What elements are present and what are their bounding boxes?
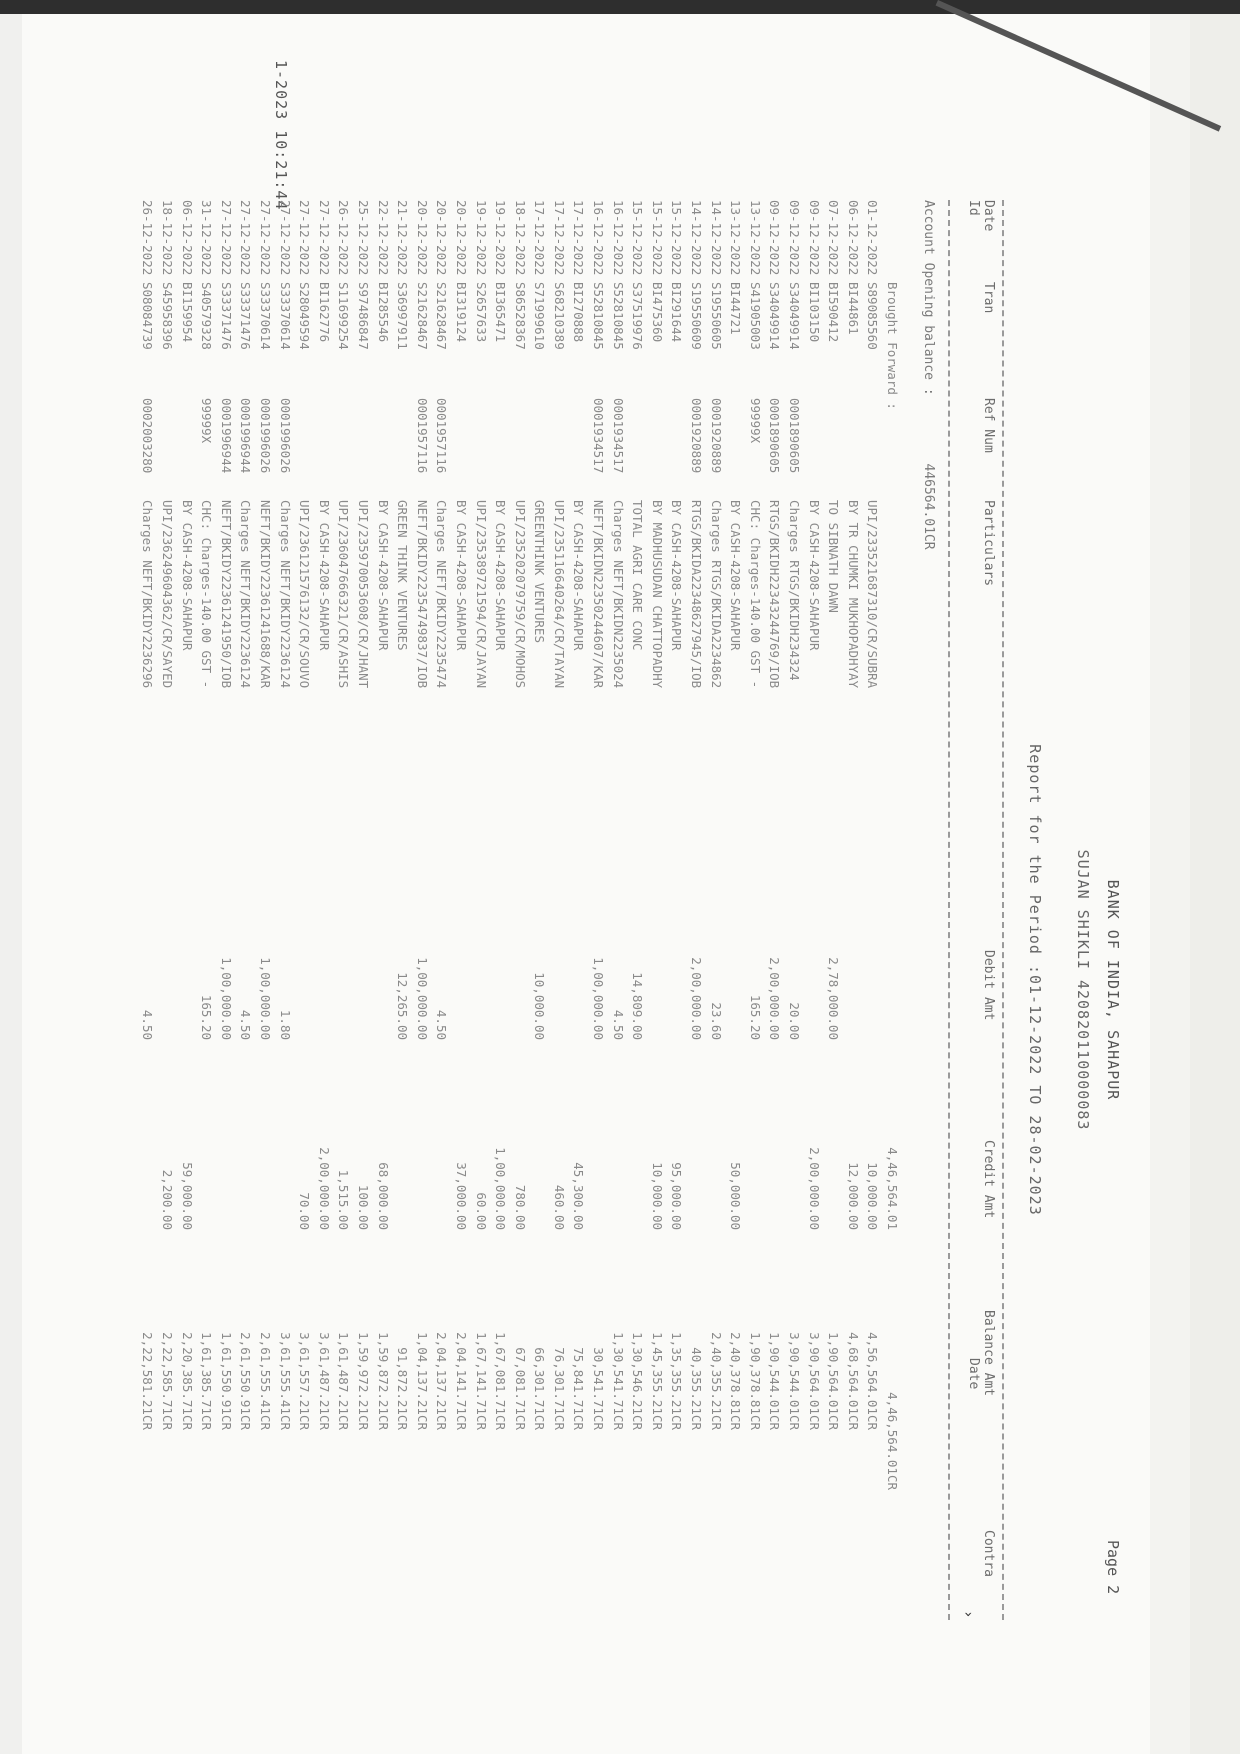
row-tran-id: S36997911 <box>395 282 411 350</box>
row-tran-id: S89085560 <box>865 282 881 350</box>
row-tran-id: S33371476 <box>238 282 254 350</box>
table-row <box>841 200 861 1650</box>
row-date: 18-12-2022 <box>512 200 528 276</box>
row-date: 07-12-2022 <box>826 200 842 276</box>
table-row <box>195 200 215 1650</box>
row-tran-id: S28049594 <box>297 282 313 350</box>
row-balance: 1,61,550.91CR <box>218 1332 234 1430</box>
table-row <box>567 200 587 1650</box>
row-tran-id: BI270888 <box>571 282 587 343</box>
row-particulars: Charges RTGS/BKIDA2234862 <box>708 500 724 689</box>
row-credit: 50,000.00 <box>728 1162 744 1230</box>
row-tran-id: S11699254 <box>336 282 352 350</box>
row-date: 25-12-2022 <box>355 200 371 276</box>
row-tran-id: BI44861 <box>845 282 861 335</box>
tick-mark: › <box>960 1610 976 1619</box>
row-particulars: RTGS/BKIDH22343244769/IOB <box>767 500 783 689</box>
row-ref-num: 0001934517 <box>610 398 626 474</box>
row-credit: 68,000.00 <box>375 1162 391 1230</box>
row-date: 27-12-2022 <box>297 200 313 276</box>
table-row <box>312 200 332 1650</box>
row-tran-id: S19550609 <box>689 282 705 350</box>
brought-forward-balance: 4,46,564.01CR <box>885 1392 900 1490</box>
row-balance: 3,90,544.01CR <box>787 1332 803 1430</box>
row-balance: 1,67,141.71CR <box>473 1332 489 1430</box>
row-date: 27-12-2022 <box>238 200 254 276</box>
table-row <box>273 200 293 1650</box>
row-particulars: BY CASH-4208-SAHAPUR <box>728 500 744 651</box>
row-tran-id: S33370614 <box>277 282 293 350</box>
row-ref-num: 0001957116 <box>434 398 450 474</box>
bank-name: BANK OF INDIA, SAHAPUR <box>1104 879 1122 1101</box>
row-credit: 460.00 <box>551 1184 567 1230</box>
row-credit: 95,000.00 <box>669 1162 685 1230</box>
row-tran-id: S33370614 <box>258 282 273 350</box>
scan-top-edge <box>0 0 1240 14</box>
row-balance: 1,59,972.21CR <box>355 1332 371 1430</box>
row-particulars: NEFT/BKIDY22361241688/KAR <box>258 500 273 689</box>
print-timestamp: 1-2023 10:21:44 <box>272 60 290 211</box>
row-particulars: UPI/236121576132/CR/SOUVO <box>297 500 313 689</box>
row-date: 21-12-2022 <box>395 200 411 276</box>
row-debit: 165.20 <box>747 994 763 1040</box>
row-date: 27-12-2022 <box>316 200 332 276</box>
row-date: 22-12-2022 <box>375 200 391 276</box>
row-balance: 67,081.71CR <box>512 1347 528 1430</box>
row-credit: 12,000.00 <box>845 1162 861 1230</box>
row-particulars: BY CASH-4208-SAHAPUR <box>806 500 822 651</box>
row-date: 19-12-2022 <box>473 200 489 276</box>
row-ref-num: 0001920889 <box>689 398 705 474</box>
row-tran-id: S21628467 <box>434 282 450 350</box>
row-date: 13-12-2022 <box>747 200 763 276</box>
row-credit: 1,00,000.00 <box>493 1147 509 1230</box>
table-row <box>234 200 254 1650</box>
account-holder: SUJAN SHIKLI 420820110000083 <box>1074 849 1092 1131</box>
row-date: 09-12-2022 <box>767 200 783 276</box>
row-balance: 2,04,137.21CR <box>434 1332 450 1430</box>
table-row <box>175 200 195 1650</box>
row-particulars: UPI/235202079759/CR/MOHOS <box>512 500 528 689</box>
table-row <box>822 200 842 1650</box>
row-credit: 45,300.00 <box>571 1162 587 1230</box>
row-balance: 66,301.71CR <box>532 1347 548 1430</box>
row-balance: 4,56,564.01CR <box>865 1332 881 1430</box>
col-debit: Debit Amt <box>981 950 996 1021</box>
row-date: 15-12-2022 <box>649 200 665 276</box>
row-tran-id: BI285546 <box>375 282 391 343</box>
row-ref-num: 0002003280 <box>140 398 156 474</box>
row-date: 09-12-2022 <box>787 200 803 276</box>
row-date: 09-12-2022 <box>806 200 822 276</box>
table-row <box>606 200 626 1650</box>
row-date: 26-12-2022 <box>336 200 352 276</box>
row-balance: 2,61,555.41CR <box>258 1332 273 1430</box>
row-particulars: UPI/236047666321/CR/ASHIS <box>336 500 352 689</box>
row-credit: 1,515.00 <box>336 1169 352 1230</box>
row-date: 06-12-2022 <box>179 200 195 276</box>
row-tran-id: S41905003 <box>747 282 763 350</box>
row-balance: 1,45,355.21CR <box>649 1332 665 1430</box>
row-balance: 2,61,550.91CR <box>238 1332 254 1430</box>
row-debit: 14,809.00 <box>630 972 646 1040</box>
row-tran-id: S19550605 <box>708 282 724 350</box>
row-debit: 1,00,000.00 <box>218 957 234 1040</box>
row-credit: 37,000.00 <box>453 1162 469 1230</box>
row-tran-id: BI44721 <box>728 282 744 335</box>
row-tran-id: S97486847 <box>355 282 371 350</box>
row-balance: 1,90,564.01CR <box>826 1332 842 1430</box>
row-particulars: NEFT/BKIDN22350244607/KAR <box>591 500 607 689</box>
row-particulars: UPI/233521687310/CR/SUBRA <box>865 500 881 689</box>
row-particulars: CHC: Charges-140.00 GST - <box>747 500 763 689</box>
row-balance: 1,04,137.21CR <box>414 1332 430 1430</box>
row-balance: 3,90,564.01CR <box>806 1332 822 1430</box>
row-particulars: Charges RTGS/BKIDH234324 <box>787 500 803 681</box>
row-ref-num: 0001996026 <box>258 398 273 474</box>
row-particulars: BY CASH-4208-SAHAPUR <box>179 500 195 651</box>
row-date: 17-12-2022 <box>551 200 567 276</box>
row-date: 18-12-2022 <box>160 200 176 276</box>
brought-forward-label: Brought Forward : <box>885 282 900 410</box>
row-debit: 2,00,000.00 <box>689 957 705 1040</box>
row-tran-id: S71999610 <box>532 282 548 350</box>
row-tran-id: S2657633 <box>473 282 489 343</box>
row-date: 27-12-2022 <box>218 200 234 276</box>
opening-label: Account Opening balance : <box>921 200 936 396</box>
row-balance: 40,355.21CR <box>689 1347 705 1430</box>
row-balance: 4,68,564.01CR <box>845 1332 861 1430</box>
row-tran-id: S68210389 <box>551 282 567 350</box>
row-date: 19-12-2022 <box>493 200 509 276</box>
row-credit: 780.00 <box>512 1184 528 1230</box>
row-balance: 3,61,487.21CR <box>316 1332 332 1430</box>
row-particulars: UPI/235970053608/CR/JHANT <box>355 500 371 689</box>
header-rule-top <box>1002 200 1004 1620</box>
row-particulars: Charges NEFT/BKIDY2236124 <box>277 500 293 689</box>
row-particulars: UPI/236249604362/CR/SAYED <box>160 500 176 689</box>
row-debit: 1,00,000.00 <box>414 957 430 1040</box>
col-balance: Balance Amt Date <box>966 1310 996 1397</box>
row-date: 14-12-2022 <box>689 200 705 276</box>
row-debit: 4.50 <box>434 1009 450 1040</box>
row-date: 27-12-2022 <box>258 200 273 276</box>
row-tran-id: S33371476 <box>218 282 234 350</box>
row-particulars: BY CASH-4208-SAHAPUR <box>316 500 332 651</box>
row-balance: 3,61,557.21CR <box>297 1332 313 1430</box>
row-ref-num: 0001996944 <box>238 398 254 474</box>
table-row <box>332 200 352 1650</box>
brought-forward-row <box>880 200 900 1650</box>
table-row <box>704 200 724 1650</box>
table-row <box>861 200 881 1650</box>
table-row <box>528 200 548 1650</box>
col-ref: Ref Num <box>981 398 996 453</box>
row-date: 31-12-2022 <box>199 200 215 276</box>
row-balance: 91,872.21CR <box>395 1347 411 1430</box>
row-particulars: BY CASH-4208-SAHAPUR <box>375 500 391 651</box>
row-balance: 2,04,141.71CR <box>453 1332 469 1430</box>
row-particulars: Charges NEFT/BKIDY2236124 <box>238 500 254 689</box>
row-tran-id: BI103150 <box>806 282 822 343</box>
row-balance: 1,30,541.71CR <box>610 1332 626 1430</box>
row-tran-id: S40579328 <box>199 282 215 350</box>
row-particulars: NEFT/BKIDY22354749837/IOB <box>414 500 430 689</box>
row-particulars: CHC: Charges-140.00 GST - <box>199 500 215 689</box>
row-particulars: BY CASH-4208-SAHAPUR <box>571 500 587 651</box>
table-row <box>214 200 234 1650</box>
row-particulars: BY MADHUSUDAN CHATTOPADHY <box>649 500 665 689</box>
row-debit: 2,78,000.00 <box>826 957 842 1040</box>
row-debit: 12,265.00 <box>395 972 411 1040</box>
row-particulars: BY CASH-4208-SAHAPUR <box>669 500 685 651</box>
row-date: 27-12-2022 <box>277 200 293 276</box>
row-particulars: RTGS/BKIDA22348627945/IOB <box>689 500 705 689</box>
row-debit: 1,00,000.00 <box>591 957 607 1040</box>
row-tran-id: BI291644 <box>669 282 685 343</box>
row-balance: 2,40,355.21CR <box>708 1332 724 1430</box>
row-balance: 75,841.71CR <box>571 1347 587 1430</box>
opening-value: 446564.01CR <box>921 463 936 550</box>
row-debit: 4.50 <box>238 1009 254 1040</box>
left-margin <box>0 0 22 1754</box>
row-date: 16-12-2022 <box>610 200 626 276</box>
row-date: 16-12-2022 <box>591 200 607 276</box>
row-balance: 1,61,487.21CR <box>336 1332 352 1430</box>
col-date: Date Id <box>966 200 996 232</box>
row-tran-id: S34049914 <box>767 282 783 350</box>
row-balance: 2,40,378.81CR <box>728 1332 744 1430</box>
row-credit: 100.00 <box>355 1184 371 1230</box>
table-row <box>136 200 156 1650</box>
table-row <box>587 200 607 1650</box>
table-row <box>489 200 509 1650</box>
row-balance: 1,59,872.21CR <box>375 1332 391 1430</box>
row-credit: 2,00,000.00 <box>316 1147 332 1230</box>
table-row <box>449 200 469 1650</box>
row-particulars: BY CASH-4208-SAHAPUR <box>493 500 509 651</box>
table-row <box>802 200 822 1650</box>
row-balance: 1,61,385.71CR <box>199 1332 215 1430</box>
row-tran-id: BI475360 <box>649 282 665 343</box>
table-row <box>253 200 273 1650</box>
table-row <box>469 200 489 1650</box>
row-tran-id: BI159954 <box>179 282 195 343</box>
row-debit: 20.00 <box>787 1002 803 1040</box>
header-rule-bottom <box>948 200 950 1620</box>
row-particulars: TO SIBNATH DAWN <box>826 500 842 613</box>
row-particulars: GREENTHINK VENTURES <box>532 500 548 643</box>
transaction-list <box>136 200 900 1650</box>
row-particulars: BY TR CHUMKI MUKHOPADHYAY <box>845 500 861 689</box>
row-balance: 30,541.71CR <box>591 1347 607 1430</box>
col-tran: Tran <box>981 282 996 314</box>
row-debit: 1,00,000.00 <box>258 957 273 1040</box>
row-date: 13-12-2022 <box>728 200 744 276</box>
row-tran-id: BI319124 <box>453 282 469 343</box>
row-credit: 60.00 <box>473 1192 489 1230</box>
table-row <box>293 200 313 1650</box>
table-row <box>391 200 411 1650</box>
row-balance: 2,20,385.71CR <box>179 1332 195 1430</box>
table-row <box>724 200 744 1650</box>
row-tran-id: S52810845 <box>610 282 626 350</box>
row-date: 17-12-2022 <box>571 200 587 276</box>
row-balance: 2,22,585.71CR <box>160 1332 176 1430</box>
table-row <box>371 200 391 1650</box>
table-row <box>763 200 783 1650</box>
row-tran-id: S08084739 <box>140 282 156 350</box>
row-date: 17-12-2022 <box>532 200 548 276</box>
table-row <box>626 200 646 1650</box>
row-balance: 3,61,555.41CR <box>277 1332 293 1430</box>
row-ref-num: 0001890605 <box>767 398 783 474</box>
row-date: 20-12-2022 <box>453 200 469 276</box>
period-label: Report for the Period <box>1026 744 1044 955</box>
row-tran-id: S37519976 <box>630 282 646 350</box>
row-ref-num: 0001920889 <box>708 398 724 474</box>
period-value: :01-12-2022 TO 28-02-2023 <box>1026 964 1044 1216</box>
row-ref-num: 0001996026 <box>277 398 293 474</box>
opening-balance <box>921 200 936 550</box>
row-balance: 1,30,546.21CR <box>630 1332 646 1430</box>
row-ref-num: 0001934517 <box>591 398 607 474</box>
row-ref-num: 99999X <box>747 398 763 444</box>
report-period <box>1026 530 1044 1430</box>
table-row <box>645 200 665 1650</box>
row-credit: 10,000.00 <box>649 1162 665 1230</box>
table-row <box>410 200 430 1650</box>
row-debit: 4.50 <box>140 1009 156 1040</box>
row-ref-num: 0001890605 <box>787 398 803 474</box>
table-row <box>430 200 450 1650</box>
row-particulars: UPI/235116640264/CR/TAYAN <box>551 500 567 689</box>
bank-statement <box>70 50 1130 1750</box>
row-tran-id: S52810845 <box>591 282 607 350</box>
col-contra: Contra <box>981 1530 996 1577</box>
page-number: Page 2 <box>1104 1540 1122 1595</box>
row-particulars: Charges NEFT/BKIDY2235474 <box>434 500 450 689</box>
row-ref-num: 99999X <box>199 398 215 444</box>
brought-forward-credit: 4,46,564.01 <box>885 1147 900 1230</box>
table-row <box>508 200 528 1650</box>
col-credit: Credit Amt <box>981 1140 996 1219</box>
row-balance: 1,90,378.81CR <box>747 1332 763 1430</box>
row-debit: 1.80 <box>277 1009 293 1040</box>
row-debit: 10,000.00 <box>532 972 548 1040</box>
row-particulars: UPI/235389721594/CR/JAYAN <box>473 500 489 689</box>
row-balance: 1,90,544.01CR <box>767 1332 783 1430</box>
col-particulars: Particulars <box>981 500 996 587</box>
row-tran-id: BI590412 <box>826 282 842 343</box>
row-balance: 2,22,581.21CR <box>140 1332 156 1430</box>
row-date: 26-12-2022 <box>140 200 156 276</box>
page-shade <box>1190 0 1240 1754</box>
row-date: 15-12-2022 <box>669 200 685 276</box>
row-particulars: NEFT/BKIDY22361241950/IOB <box>218 500 234 689</box>
row-date: 14-12-2022 <box>708 200 724 276</box>
row-date: 06-12-2022 <box>845 200 861 276</box>
row-credit: 59,000.00 <box>179 1162 195 1230</box>
row-ref-num: 0001996944 <box>218 398 234 474</box>
row-date: 01-12-2022 <box>865 200 881 276</box>
row-debit: 165.20 <box>199 994 215 1040</box>
row-tran-id: S45958396 <box>160 282 176 350</box>
row-tran-id: S34049914 <box>787 282 803 350</box>
row-particulars: TOTAL AGRI CARE CONC <box>630 500 646 651</box>
table-row <box>547 200 567 1650</box>
row-credit: 2,200.00 <box>160 1169 176 1230</box>
table-row <box>684 200 704 1650</box>
row-balance: 1,35,355.21CR <box>669 1332 685 1430</box>
table-row <box>351 200 371 1650</box>
table-row <box>665 200 685 1650</box>
row-credit: 2,00,000.00 <box>806 1147 822 1230</box>
row-particulars: Charges NEFT/BKIDY2236296 <box>140 500 156 689</box>
row-tran-id: S86528367 <box>512 282 528 350</box>
row-debit: 2,00,000.00 <box>767 957 783 1040</box>
row-balance: 76,301.71CR <box>551 1347 567 1430</box>
row-tran-id: S21628467 <box>414 282 430 350</box>
row-debit: 4.50 <box>610 1009 626 1040</box>
row-particulars: BY CASH-4208-SAHAPUR <box>453 500 469 651</box>
row-particulars: Charges NEFT/BKIDN2235024 <box>610 500 626 689</box>
row-date: 20-12-2022 <box>434 200 450 276</box>
table-row <box>782 200 802 1650</box>
table-row <box>155 200 175 1650</box>
row-tran-id: BI365471 <box>493 282 509 343</box>
row-tran-id: BI162776 <box>316 282 332 343</box>
row-debit: 23.60 <box>708 1002 724 1040</box>
row-balance: 1,67,081.71CR <box>493 1332 509 1430</box>
row-credit: 10,000.00 <box>865 1162 881 1230</box>
row-date: 15-12-2022 <box>630 200 646 276</box>
row-ref-num: 0001957116 <box>414 398 430 474</box>
row-particulars: GREEN THINK VENTURES <box>395 500 411 651</box>
table-row <box>743 200 763 1650</box>
row-credit: 70.00 <box>297 1192 313 1230</box>
row-date: 20-12-2022 <box>414 200 430 276</box>
